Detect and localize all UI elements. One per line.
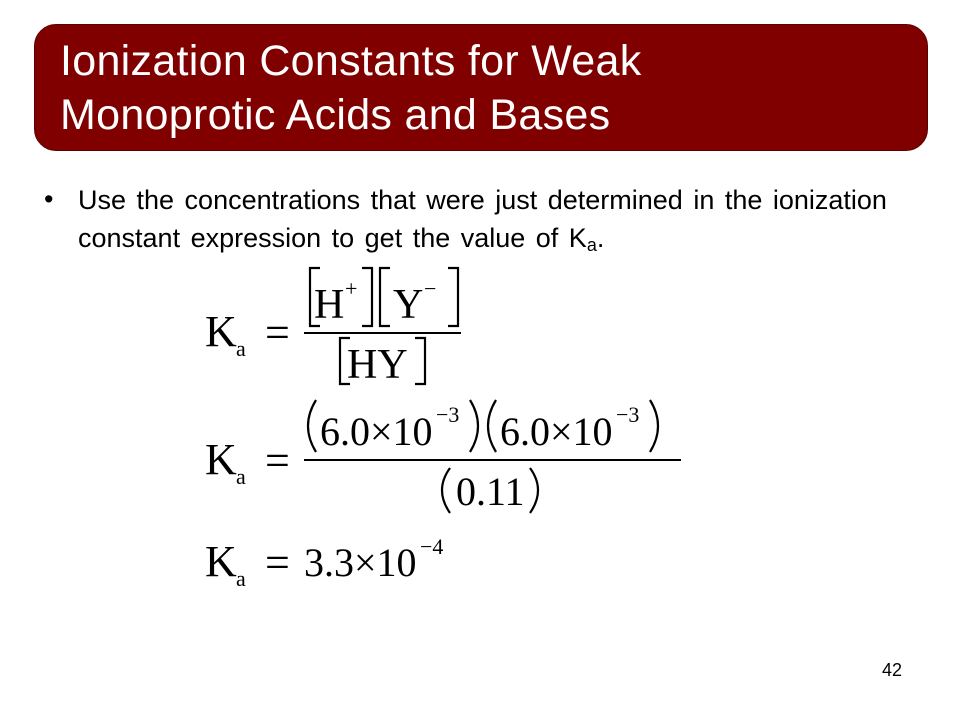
equation-1 (205, 268, 461, 388)
eq2-factor-2-exp: −3 (616, 402, 640, 427)
eq2-factor-1-exp: −3 (436, 402, 460, 427)
eq1-num-h: H (314, 282, 345, 328)
eq2-denominator: 0.11 (456, 469, 525, 514)
eq1-ka-sub: a (236, 336, 246, 361)
eq2-paren-open-2 (488, 400, 496, 452)
eq3-value: 3.3×10 (304, 540, 417, 585)
slide-number: 42 (881, 660, 902, 680)
eq1-bracket-open-2 (380, 268, 390, 326)
eq3-ka-symbol: K (205, 537, 237, 586)
eq2-paren-open-3 (442, 468, 450, 513)
eq2-ka-symbol: K (205, 435, 237, 484)
eq1-bracket-close-3 (415, 338, 425, 384)
eq2-factor-2: 6.0×10 (500, 409, 613, 454)
eq1-num-y: Y (393, 282, 424, 328)
eq1-bracket-close-2 (448, 268, 458, 326)
eq2-paren-close-3 (530, 468, 538, 513)
eq2-paren-close-2 (650, 400, 658, 452)
eq1-denominator: HY (347, 342, 408, 388)
eq1-ka-symbol: K (205, 307, 237, 356)
eq1-equals: = (265, 308, 290, 357)
eq2-equals: = (265, 436, 290, 485)
title-line-2: Monoprotic Acids and Bases (60, 91, 611, 139)
eq2-paren-close-1 (470, 400, 478, 452)
title-line-1: Ionization Constants for Weak (60, 37, 642, 85)
eq1-num-y-sup: − (424, 276, 437, 301)
eq3-equals: = (265, 538, 290, 587)
equation-2 (205, 400, 681, 514)
bullet-marker: • (44, 184, 54, 214)
eq2-factor-1: 6.0×10 (320, 409, 433, 454)
eq2-ka-sub: a (236, 464, 246, 489)
eq3-ka-sub: a (236, 566, 246, 591)
bullet-text: Use the concentrations that were just determined in the ionization constant expression to get the value of K (78, 185, 887, 253)
eq1-bracket-close-1 (362, 268, 372, 326)
eq2-paren-open-1 (308, 400, 316, 452)
bullet-period: . (596, 223, 605, 253)
eq1-num-h-sup: + (345, 276, 358, 301)
equation-3 (205, 534, 443, 591)
bullet-subscript: a (586, 235, 597, 255)
eq3-exponent: −4 (420, 534, 444, 559)
